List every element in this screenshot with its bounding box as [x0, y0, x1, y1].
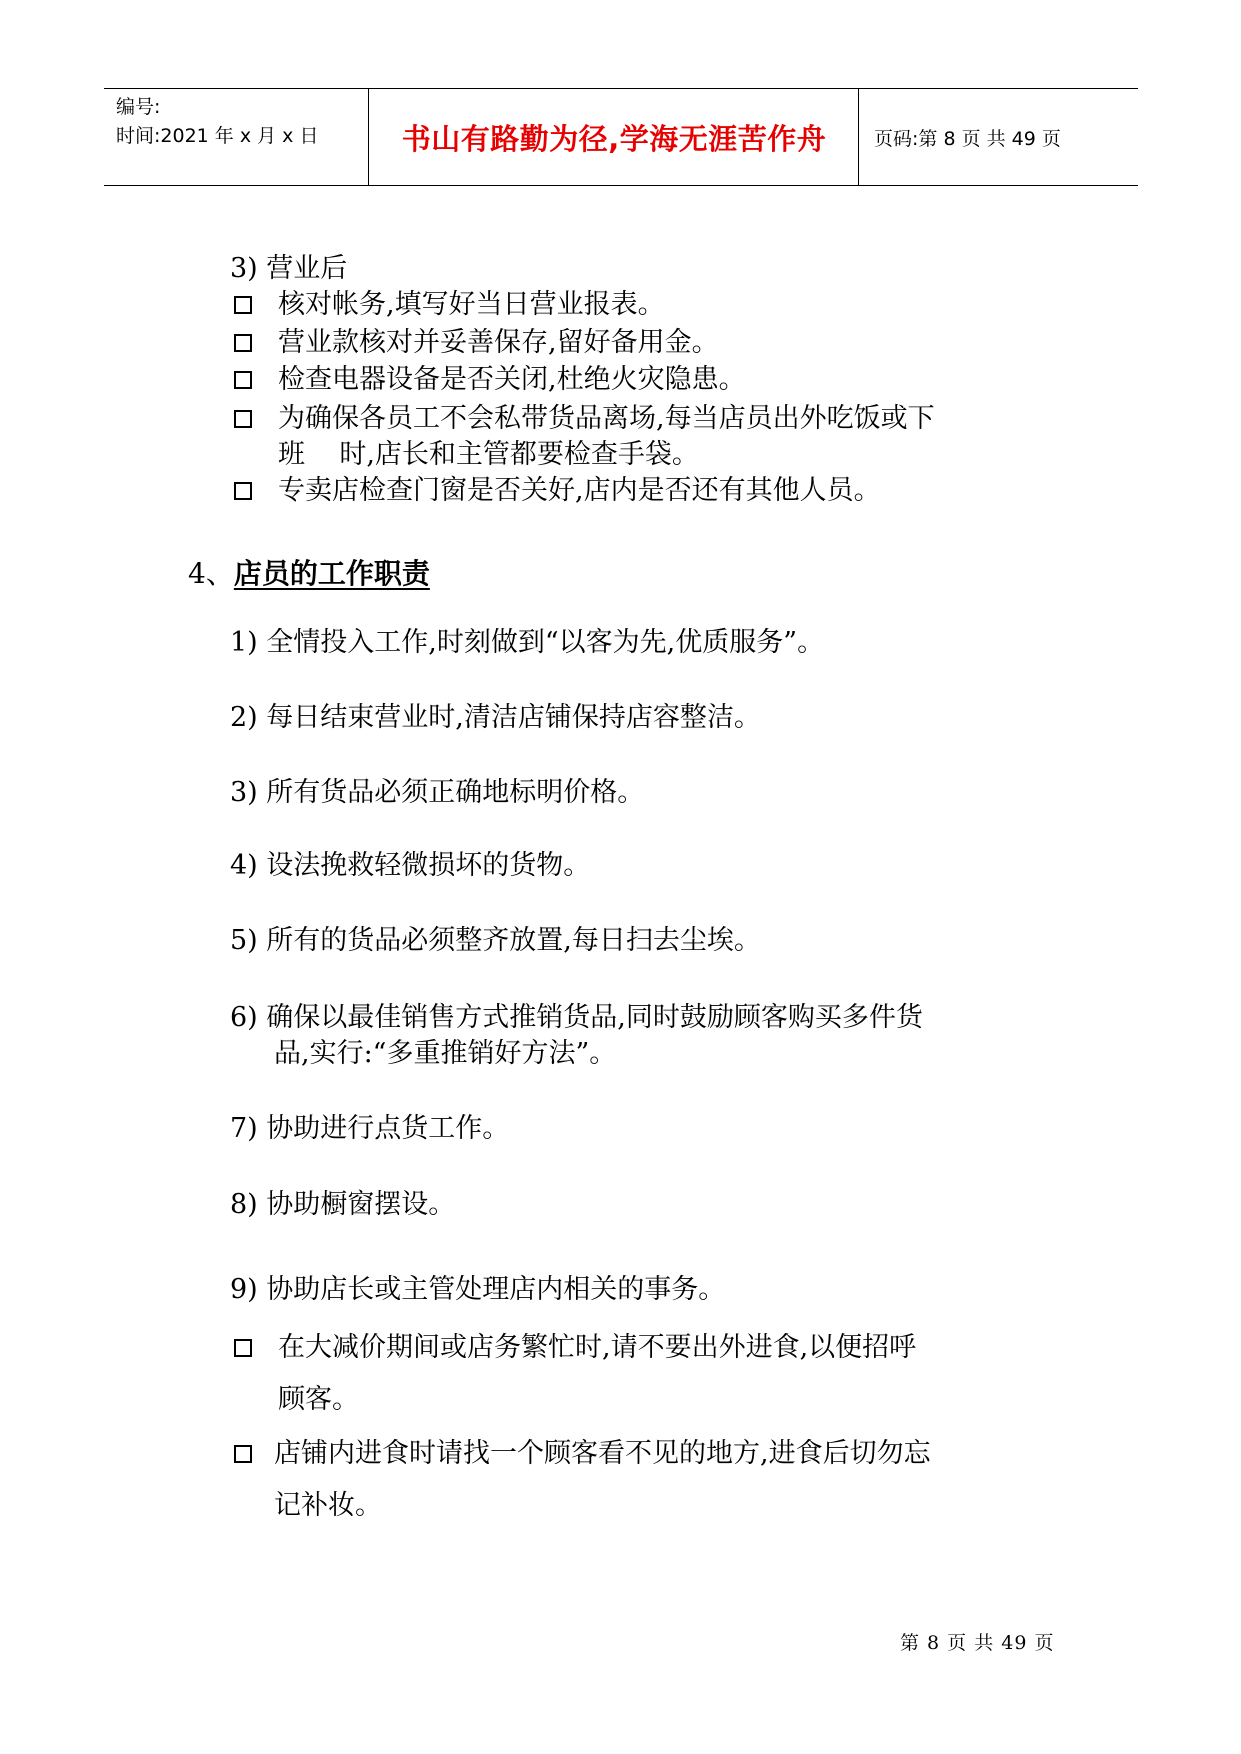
note-item-continuation: 顾客。 — [278, 1384, 359, 1415]
note-item: 在大减价期间或店务繁忙时,请不要出外进食,以便招呼 — [278, 1332, 917, 1363]
note-item-continuation: 记补妆。 — [274, 1490, 382, 1521]
duty-item: 6) 确保以最佳销售方式推销货品,同时鼓励顾客购买多件货 — [230, 1002, 923, 1033]
duty-item: 7) 协助进行点货工作。 — [230, 1113, 510, 1144]
page-header — [104, 88, 1138, 186]
duty-item: 9) 协助店长或主管处理店内相关的事务。 — [230, 1274, 726, 1305]
header-motto: 书山有路勤为径,学海无涯苦作舟 — [401, 121, 827, 156]
checkbox-bullet-icon — [234, 334, 252, 352]
checkbox-bullet-icon — [234, 1339, 252, 1357]
duty-item: 8) 协助橱窗摆设。 — [230, 1189, 456, 1220]
list-item: 专卖店检查门窗是否关好,店内是否还有其他人员。 — [278, 475, 881, 506]
doc-time-label: 时间:2021 年 x 月 x 日 — [116, 125, 319, 147]
header-meta — [116, 93, 366, 151]
list-item-continuation: 班 时,店长和主管都要检查手袋。 — [278, 439, 699, 470]
checkbox-bullet-icon — [234, 410, 252, 428]
list-item: 为确保各员工不会私带货品离场,每当店员出外吃饭或下 — [278, 403, 935, 434]
section-title: 店员的工作职责 — [233, 557, 430, 590]
list-item: 检查电器设备是否关闭,杜绝火灾隐患。 — [278, 364, 746, 395]
checkbox-bullet-icon — [234, 1445, 252, 1463]
doc-number-label: 编号: — [116, 96, 161, 118]
duty-item: 1) 全情投入工作,时刻做到“以客为先,优质服务”。 — [230, 627, 825, 658]
header-divider — [858, 89, 859, 185]
duty-item: 2) 每日结束营业时,清洁店铺保持店容整洁。 — [230, 702, 761, 733]
checkbox-bullet-icon — [234, 296, 252, 314]
duty-item-continuation: 品,实行:“多重推销好方法”。 — [274, 1038, 617, 1069]
list-item: 营业款核对并妥善保存,留好备用金。 — [278, 327, 719, 358]
section-heading — [188, 552, 430, 592]
list-item: 核对帐务,填写好当日营业报表。 — [278, 289, 665, 320]
section-number: 4、 — [188, 557, 234, 590]
duty-item: 4) 设法挽救轻微损坏的货物。 — [230, 850, 591, 881]
header-divider — [368, 89, 369, 185]
checkbox-bullet-icon — [234, 371, 252, 389]
checkbox-bullet-icon — [234, 482, 252, 500]
duty-item: 5) 所有的货品必须整齐放置,每日扫去尘埃。 — [230, 925, 761, 956]
subsection-heading: 3) 营业后 — [230, 253, 348, 284]
duty-item: 3) 所有货品必须正确地标明价格。 — [230, 777, 645, 808]
header-page-info: 页码:第 8 页 共 49 页 — [874, 127, 1061, 150]
note-item: 店铺内进食时请找一个顾客看不见的地方,进食后切勿忘 — [274, 1438, 931, 1469]
page-footer: 第 8 页 共 49 页 — [900, 1632, 1055, 1654]
